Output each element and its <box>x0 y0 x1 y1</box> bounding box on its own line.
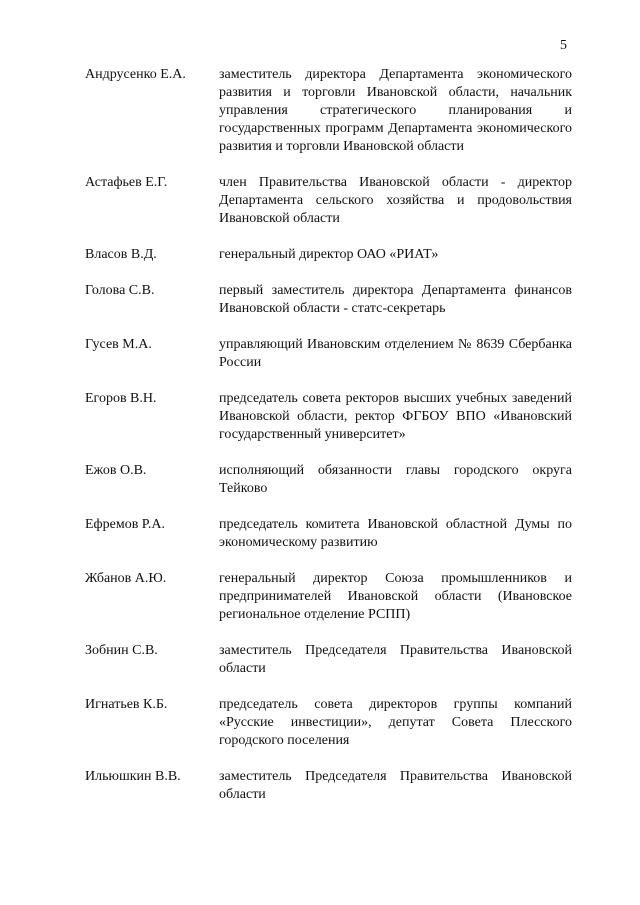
member-name: Игнатьев К.Б. <box>85 697 168 712</box>
member-role: генеральный директор Союза промышленников и предпринимателей Ивановской области (Ивановское региональное отделение РСПП) <box>219 571 572 622</box>
member-name: Гусев М.А. <box>85 337 152 352</box>
member-name: Зобнин С.В. <box>85 643 158 658</box>
member-role: заместитель Председателя Правительства Ивановской области <box>219 769 572 802</box>
list-item <box>85 66 572 156</box>
list-item <box>85 390 572 444</box>
member-role: генеральный директор ОАО «РИАТ» <box>219 247 439 262</box>
member-role: первый заместитель директора Департамента финансов Ивановской области - статс-секретарь <box>219 283 572 316</box>
page-number: 5 <box>560 38 567 53</box>
member-name: Ефремов Р.А. <box>85 517 165 532</box>
list-item <box>85 570 572 624</box>
member-name: Голова С.В. <box>85 283 155 298</box>
member-role: председатель совета ректоров высших учебных заведений Ивановской области, ректор ФГБОУ ВПО «Ивановский государственный университет» <box>219 391 572 442</box>
member-role: заместитель Председателя Правительства Ивановской области <box>219 643 572 676</box>
member-role: председатель совета директоров группы компаний «Русские инвестиции», депутат Совета Плесского городского поселения <box>219 697 572 748</box>
list-item <box>85 696 572 750</box>
member-role: заместитель директора Департамента экономического развития и торговли Ивановской области, начальник управления стратегического планирования и государственных программ Департамента экономического развития и торговли Ивановской области <box>219 67 572 154</box>
list-item <box>85 282 572 318</box>
member-name: Жбанов А.Ю. <box>85 571 167 586</box>
member-role: председатель комитета Ивановской областной Думы по экономическому развитию <box>219 517 572 550</box>
member-name: Ежов О.В. <box>85 463 147 478</box>
member-name: Андрусенко Е.А. <box>85 67 186 82</box>
list-item <box>85 336 572 372</box>
list-item <box>85 174 572 228</box>
member-name: Астафьев Е.Г. <box>85 175 168 190</box>
list-item <box>85 642 572 678</box>
member-role: член Правительства Ивановской области - директор Департамента сельского хозяйства и продовольствия Ивановской области <box>219 175 572 226</box>
list-item <box>85 768 572 804</box>
member-name: Егоров В.Н. <box>85 391 157 406</box>
member-name: Власов В.Д. <box>85 247 157 262</box>
list-item <box>85 462 572 498</box>
member-role: исполняющий обязанности главы городского округа Тейково <box>219 463 572 496</box>
member-list <box>85 66 572 822</box>
member-name: Ильюшкин В.В. <box>85 769 181 784</box>
member-role: управляющий Ивановским отделением № 8639 Сбербанка России <box>219 337 572 370</box>
list-item <box>85 516 572 552</box>
list-item <box>85 246 572 264</box>
